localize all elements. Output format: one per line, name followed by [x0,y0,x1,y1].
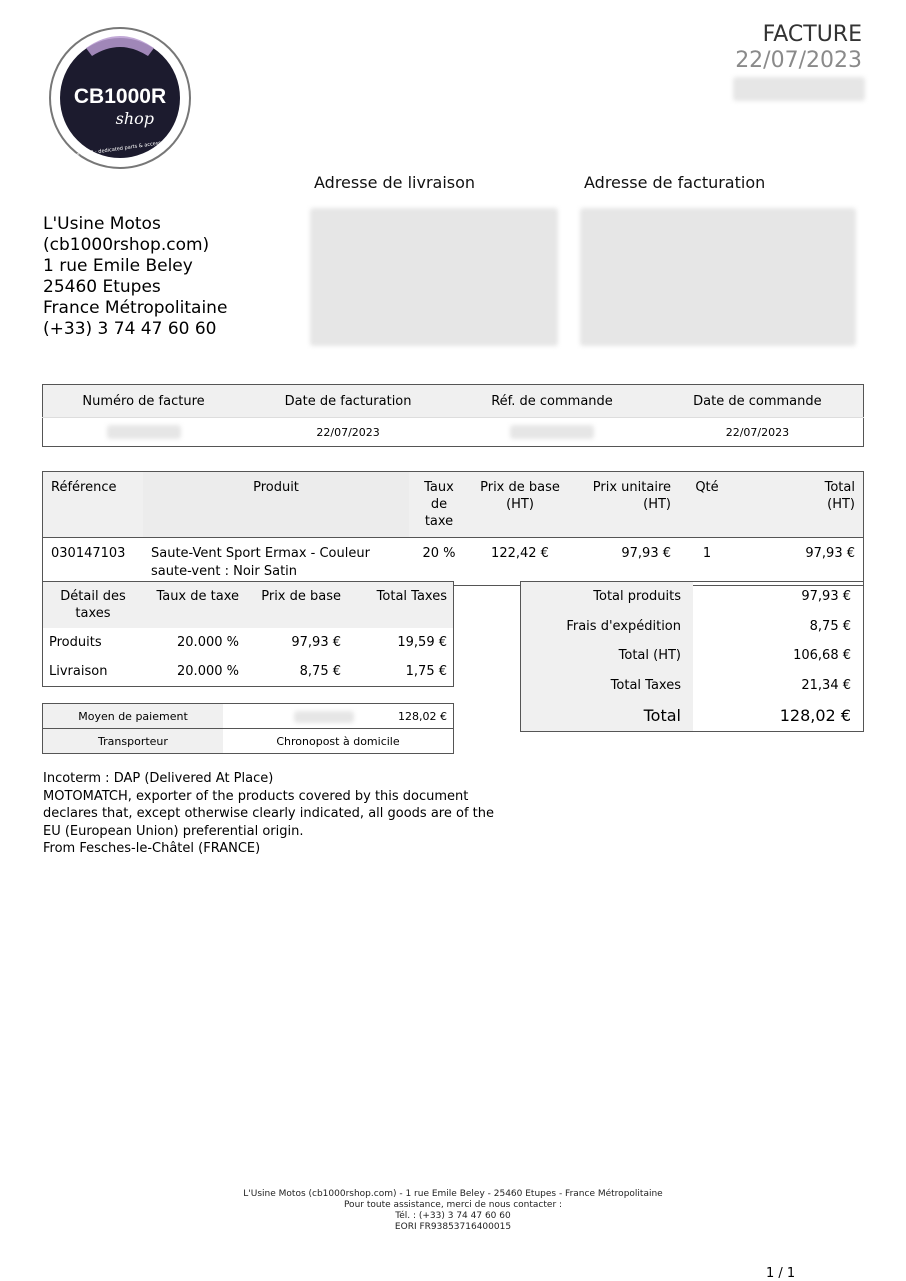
totals-label: Total (HT) [521,641,694,671]
logo-sub-text: shop [115,109,154,128]
totals-row [521,641,864,671]
order-date-header: Date de commande [652,385,864,418]
note-line: declares that, except otherwise clearly indicated, all goods are of the [43,806,494,821]
tax-row-base: 97,93 € [291,635,341,650]
grand-total-row [521,700,864,732]
redacted-delivery-address [310,208,558,346]
tax-detail-header: Détail des taxes [43,582,144,629]
logo-main-text: CB1000R [73,85,167,108]
page-number: 1 / 1 [766,1266,796,1281]
note-line: Incoterm : DAP (Delivered At Place) [43,771,274,786]
payment-table [42,703,454,754]
shop-address [43,214,227,340]
carrier-label: Transporteur [43,729,224,754]
product-unit-price: 97,93 € [571,538,679,586]
totals-table [520,581,864,732]
products-table [42,471,864,586]
footer-line: Pour toute assistance, merci de nous contacter : [343,1200,563,1210]
tax-row-total: 1,75 € [405,664,447,679]
tax-row [43,628,454,657]
shop-name: L'Usine Motos [43,214,161,234]
product-row [43,538,864,586]
totals-value: 8,75 € [809,618,851,634]
base-price-header: Prix de base (HT) [469,472,571,538]
qty-header: Qté [679,472,735,538]
tax-row-label: Produits [49,635,102,650]
tax-base-col-header: Prix de base [245,582,347,629]
order-date-value: 22/07/2023 [652,418,864,447]
product-ref: 030147103 [43,538,144,586]
payment-method-value [223,704,454,729]
tax-row-label: Livraison [49,664,108,679]
product-header: Produit [143,472,409,538]
total-header: Total (HT) [735,472,864,538]
note-line: EU (European Union) preferential origin. [43,823,304,839]
product-name: Saute-Vent Sport Ermax - Couleur saute-vent : Noir Satin [143,538,409,586]
totals-label: Frais d'expédition [521,612,694,642]
order-ref-header: Réf. de commande [452,385,652,418]
product-tax-rate: 20 % [409,538,469,586]
payment-method-row [43,704,454,729]
tax-rate-header: Taux de taxe [409,472,469,538]
tax-row-base: 8,75 € [299,664,341,679]
totals-value: 21,34 € [801,677,851,693]
totals-row [521,582,864,612]
footer-line: Tél. : (+33) 3 74 47 60 60 [395,1211,511,1221]
grand-total-value: 128,02 € [779,706,851,725]
totals-label: Total Taxes [521,671,694,701]
order-ref-cell [452,418,652,447]
footer-line: L'Usine Motos (cb1000rshop.com) - 1 rue Emile Beley - 25460 Etupes - France Métropolitaine [243,1189,663,1199]
products-header-row [43,472,864,538]
logo-ring-text: since 2012 · dedicated parts & accessories [66,138,174,160]
unit-price-header: Prix unitaire (HT) [571,472,679,538]
invoice-info-table [42,384,864,447]
document-title: FACTURE [762,22,862,47]
tax-detail-table [42,581,454,687]
carrier-row [43,729,454,754]
invoice-date-value: 22/07/2023 [244,418,452,447]
delivery-address-heading: Adresse de livraison [314,173,476,192]
grand-total-label: Total [521,700,694,732]
shop-city: 25460 Etupes [43,277,161,297]
page-footer [0,1189,906,1233]
product-total: 97,93 € [735,538,864,586]
totals-value: 106,68 € [793,648,851,664]
totals-value: 97,93 € [801,589,851,605]
tax-row-rate: 20.000 % [177,635,239,650]
payment-amount: 128,02 € [398,709,447,723]
ref-header: Référence [43,472,144,538]
note-line: MOTOMATCH, exporter of the products covered by this document [43,788,469,804]
billing-address-heading: Adresse de facturation [584,173,766,192]
product-base-price: 122,42 € [469,538,571,586]
redacted-customer-id [733,77,865,101]
document-date: 22/07/2023 [735,48,862,73]
shop-country: France Métropolitaine [43,298,228,318]
invoice-number-header: Numéro de facture [43,385,245,418]
totals-row [521,671,864,701]
carrier-value: Chronopost à domicile [223,729,454,754]
shop-logo [48,26,192,170]
footer-line: EORI FR93853716400015 [394,1222,512,1232]
shop-street: 1 rue Emile Beley [43,256,193,276]
tax-rate-col-header: Taux de taxe [143,582,245,629]
note-line: From Fesches-le-Châtel (FRANCE) [43,841,261,856]
tax-total-col-header: Total Taxes [347,582,454,629]
tax-row-rate: 20.000 % [177,664,239,679]
export-notes [43,770,494,858]
logo-graphic [48,26,192,170]
tax-row-total: 19,59 € [397,635,447,650]
product-qty: 1 [679,538,735,586]
tax-row [43,657,454,687]
invoice-date-header: Date de facturation [244,385,452,418]
redacted-billing-address [580,208,856,346]
totals-row [521,612,864,642]
shop-website: (cb1000rshop.com) [43,235,210,255]
totals-label: Total produits [521,582,694,612]
invoice-number-cell [43,418,245,447]
shop-phone: (+33) 3 74 47 60 60 [43,319,217,339]
payment-method-label: Moyen de paiement [43,704,224,729]
tax-header-row [43,582,454,629]
